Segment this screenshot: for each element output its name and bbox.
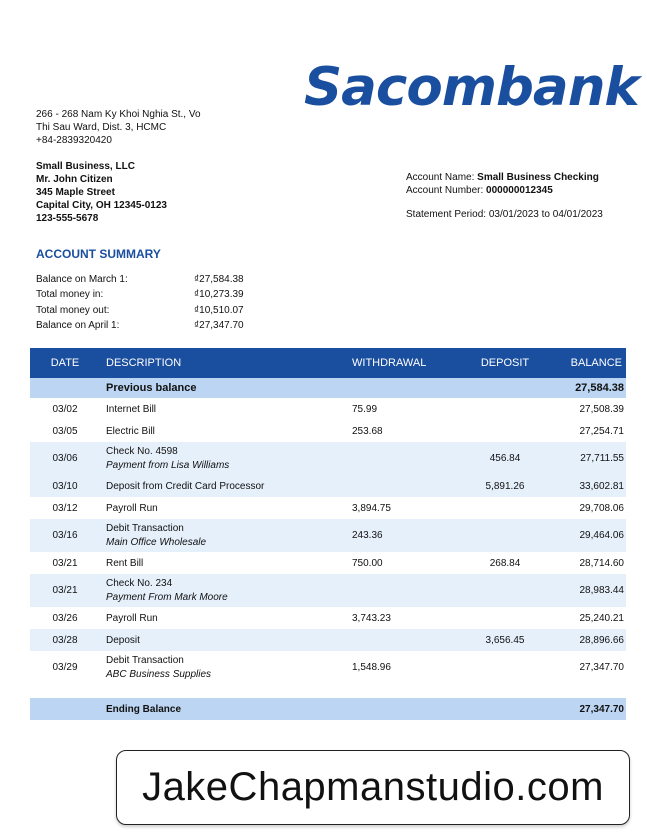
row-description-cell <box>100 398 352 420</box>
account-number-label: Account Number: <box>406 185 484 196</box>
row-date: 03/12 <box>52 502 78 514</box>
row-date: 03/05 <box>52 425 78 437</box>
row-deposit <box>460 497 550 519</box>
header-withdrawal: WITHDRAWAL <box>352 348 460 378</box>
table-row <box>30 398 626 420</box>
row-deposit: 5,891.26 <box>460 475 550 497</box>
row-description-cell <box>100 574 352 607</box>
ending-balance-value: 27,347.70 <box>550 698 626 720</box>
row-withdrawal: 750.00 <box>352 557 383 569</box>
row-deposit <box>460 651 550 684</box>
row-deposit <box>460 574 550 607</box>
account-number-value: 000000012345 <box>486 185 553 196</box>
table-row <box>30 497 626 519</box>
summary-label: Total money out: <box>36 304 110 316</box>
row-date: 03/21 <box>52 557 78 569</box>
summary-value: ₫10,273.39 <box>194 289 244 301</box>
header-date: DATE <box>30 348 100 378</box>
previous-balance-label: Previous balance <box>100 378 352 398</box>
row-description: Deposit <box>106 634 140 646</box>
table-row <box>30 420 626 442</box>
row-description-cell <box>100 475 352 497</box>
table-row <box>30 629 626 651</box>
table-row <box>30 475 626 497</box>
summary-label: Balance on March 1: <box>36 274 128 285</box>
row-description: Rent Bill <box>106 557 144 569</box>
customer-phone: 123-555-5678 <box>36 213 99 224</box>
bank-address-line1: 266 - 268 Nam Ky Khoi Nghia St., Vo <box>36 109 201 120</box>
row-description: Payroll Run <box>106 502 158 514</box>
ending-balance-label: Ending Balance <box>100 698 352 720</box>
table-row <box>30 651 626 684</box>
row-balance: 28,714.60 <box>579 557 624 569</box>
row-description-cell <box>100 651 352 684</box>
row-description: Internet Bill <box>106 403 157 415</box>
row-date: 03/06 <box>30 442 100 475</box>
row-description-cell <box>100 420 352 442</box>
row-withdrawal: 3,894.75 <box>352 502 391 514</box>
row-deposit: 3,656.45 <box>460 629 550 651</box>
header-deposit: DEPOSIT <box>460 348 550 378</box>
row-balance: 33,602.81 <box>550 475 626 497</box>
row-withdrawal: 243.36 <box>352 519 460 552</box>
row-date: 03/29 <box>52 662 78 673</box>
row-date: 03/16 <box>30 519 100 552</box>
row-balance: 27,711.55 <box>550 442 626 475</box>
row-description-cell <box>100 442 352 475</box>
row-description: Payroll Run <box>106 612 158 624</box>
account-info <box>406 171 599 197</box>
row-withdrawal <box>352 475 460 497</box>
ending-balance-row <box>30 698 626 720</box>
row-deposit <box>460 607 550 629</box>
customer-street: 345 Maple Street <box>36 187 115 198</box>
row-description-cell <box>100 519 352 552</box>
watermark: JakeChapmanstudio.com <box>116 750 630 825</box>
row-withdrawal: 3,743.23 <box>352 612 391 624</box>
row-withdrawal: 253.68 <box>352 425 383 437</box>
row-balance: 27,254.71 <box>579 425 624 437</box>
row-withdrawal <box>352 442 460 475</box>
table-row <box>30 519 626 552</box>
row-subdescription: Main Office Wholesale <box>106 537 207 548</box>
row-withdrawal <box>352 629 460 651</box>
row-description-cell <box>100 552 352 574</box>
previous-balance-row <box>30 378 626 398</box>
summary-label: Balance on April 1: <box>36 319 120 331</box>
table-row <box>30 442 626 475</box>
row-deposit: 456.84 <box>460 442 550 475</box>
row-balance: 25,240.21 <box>579 612 624 624</box>
account-number <box>406 184 599 197</box>
row-withdrawal: 75.99 <box>352 403 378 415</box>
table-row <box>30 574 626 607</box>
row-description: Check No. 4598 <box>106 446 178 457</box>
row-subdescription: Payment From Mark Moore <box>106 592 228 603</box>
account-name-label: Account Name: <box>406 172 475 183</box>
row-balance: 29,464.06 <box>550 519 626 552</box>
row-date: 03/21 <box>30 574 100 607</box>
row-balance: 27,347.70 <box>579 662 624 673</box>
table-header <box>30 348 626 378</box>
customer-company: Small Business, LLC <box>36 161 135 172</box>
previous-balance-value: 27,584.38 <box>550 378 626 398</box>
table-row <box>30 607 626 629</box>
statement-period: Statement Period: 03/01/2023 to 04/01/2023 <box>406 209 603 220</box>
summary-value: ₫27,347.70 <box>194 319 244 331</box>
customer-city: Capital City, OH 12345-0123 <box>36 200 167 211</box>
row-balance: 27,508.39 <box>579 403 624 415</box>
row-date: 03/02 <box>52 403 78 415</box>
transactions-table <box>30 348 626 720</box>
row-subdescription: Payment from Lisa Williams <box>106 460 230 471</box>
summary-label: Total money in: <box>36 289 104 301</box>
bank-address-line2: Thi Sau Ward, Dist. 3, HCMC <box>36 122 167 133</box>
row-description: Debit Transaction <box>106 655 184 666</box>
row-withdrawal: 1,548.96 <box>352 662 391 673</box>
row-date: 03/10 <box>30 475 100 497</box>
header-balance: BALANCE <box>550 348 626 378</box>
row-balance: 28,896.66 <box>550 629 626 651</box>
account-name <box>406 171 599 184</box>
row-balance: 29,708.06 <box>579 502 624 514</box>
bank-phone: +84-2839320420 <box>36 135 112 146</box>
row-description: Electric Bill <box>106 425 155 437</box>
row-deposit <box>460 398 550 420</box>
row-description: Deposit from Credit Card Processor <box>106 480 265 492</box>
row-deposit <box>460 519 550 552</box>
summary-value: ₫27,584.38 <box>194 274 244 285</box>
row-date: 03/28 <box>30 629 100 651</box>
summary-value: ₫10,510.07 <box>194 304 244 316</box>
header-description: DESCRIPTION <box>100 348 352 378</box>
row-description: Debit Transaction <box>106 523 184 534</box>
row-description-cell <box>100 629 352 651</box>
row-description-cell <box>100 607 352 629</box>
row-subdescription: ABC Business Supplies <box>106 669 212 680</box>
spacer-row <box>30 684 626 698</box>
row-description: Check No. 234 <box>106 578 173 589</box>
customer-address <box>36 160 167 225</box>
account-name-value: Small Business Checking <box>477 172 599 183</box>
sacombank-logo: Sacombank <box>304 57 639 118</box>
customer-name: Mr. John Citizen <box>36 174 113 185</box>
bank-address <box>36 108 201 147</box>
row-date: 03/26 <box>52 612 78 624</box>
row-deposit <box>460 420 550 442</box>
row-balance: 28,983.44 <box>550 574 626 607</box>
table-row <box>30 552 626 574</box>
row-deposit: 268.84 <box>489 557 521 569</box>
row-withdrawal <box>352 574 460 607</box>
row-description-cell <box>100 497 352 519</box>
account-summary-title: ACCOUNT SUMMARY <box>36 247 161 261</box>
